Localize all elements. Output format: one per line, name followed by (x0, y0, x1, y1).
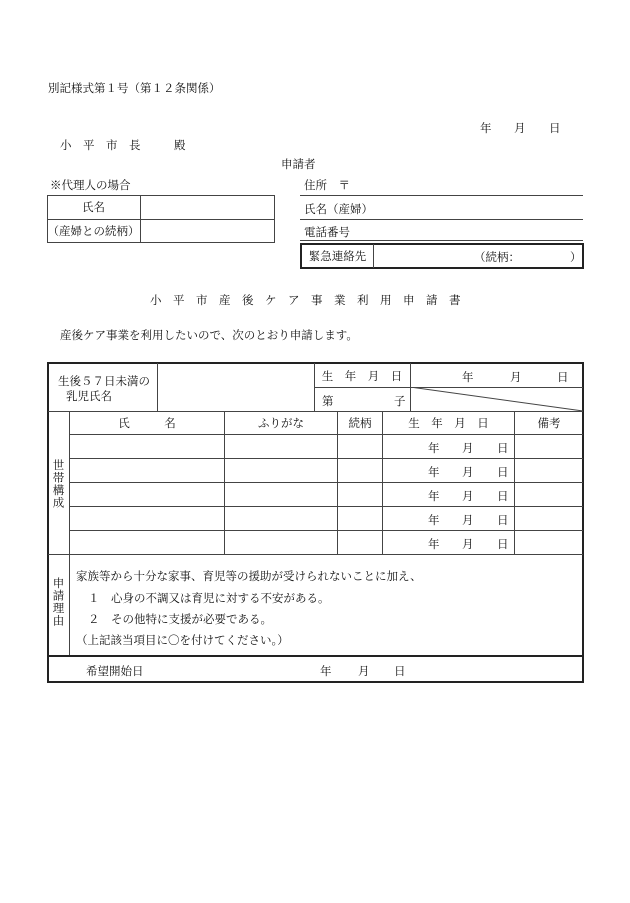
address-underline[interactable] (300, 195, 583, 196)
row-relation-field[interactable] (338, 507, 382, 530)
row-notes-field[interactable] (515, 435, 583, 458)
row-relation-field[interactable] (338, 459, 382, 482)
row-name-field[interactable] (70, 459, 224, 482)
start-date-day: 日 (394, 664, 406, 678)
row-kana-field[interactable] (225, 507, 337, 530)
infant-name-field[interactable] (158, 364, 313, 410)
form-number: 別記様式第１号（第１２条関係） (48, 81, 221, 95)
row-relation-field[interactable] (338, 531, 382, 554)
proxy-name-label: 氏名 (82, 200, 105, 214)
infant-order-suffix: 子 (394, 394, 406, 408)
row-year: 年 (428, 441, 440, 455)
phone-underline[interactable] (300, 240, 583, 241)
row-kana-field[interactable] (225, 483, 337, 506)
row-day: 日 (497, 537, 509, 551)
row-month: 月 (462, 441, 474, 455)
household-side-label: 世帯構成 (51, 459, 66, 509)
row-relation-field[interactable] (338, 435, 382, 458)
row-day: 日 (497, 465, 509, 479)
applicant-address-label: 住所 〒 (304, 178, 350, 192)
proxy-relation-field[interactable] (141, 220, 274, 242)
household-header-kana: ふりがな (258, 416, 304, 430)
emergency-label: 緊急連絡先 (308, 249, 367, 263)
row-month: 月 (462, 513, 474, 527)
form-title: 小 平 市 産 後 ケ ア 事 業 利 用 申 請 書 (150, 293, 461, 307)
row-kana-field[interactable] (225, 459, 337, 482)
intro-text: 産後ケア事業を利用したいので、次のとおり申請します。 (60, 328, 358, 342)
row-year: 年 (428, 489, 440, 503)
row-year: 年 (428, 465, 440, 479)
row-day: 日 (497, 441, 509, 455)
name-underline[interactable] (300, 219, 583, 220)
row-name-field[interactable] (70, 531, 224, 554)
row-name-field[interactable] (70, 435, 224, 458)
proxy-name-field[interactable] (141, 196, 274, 218)
row-day: 日 (497, 513, 509, 527)
infant-label-line2: 乳児氏名 (66, 389, 112, 403)
applicant-phone-label: 電話番号 (304, 225, 350, 239)
date-year: 年 (480, 121, 492, 135)
start-date-label: 希望開始日 (86, 664, 144, 678)
row-kana-field[interactable] (225, 531, 337, 554)
row-month: 月 (462, 537, 474, 551)
infant-birth-year: 年 (462, 370, 474, 384)
household-header-notes: 備考 (537, 416, 561, 430)
reason-note: （上記該当項目に〇を付けてください。） (76, 633, 289, 647)
row-notes-field[interactable] (515, 507, 583, 530)
date-day: 日 (549, 121, 561, 135)
date-month: 月 (514, 121, 526, 135)
row-month: 月 (462, 465, 474, 479)
emergency-relation-label: （続柄： (474, 250, 520, 264)
row-name-field[interactable] (70, 483, 224, 506)
row-year: 年 (428, 537, 440, 551)
row-notes-field[interactable] (515, 459, 583, 482)
infant-order-prefix: 第 (322, 394, 334, 408)
infant-birth-day: 日 (557, 370, 569, 384)
row-relation-field[interactable] (338, 483, 382, 506)
reason-item-2[interactable]: ２ その他特に支援が必要である。 (88, 612, 272, 626)
applicant-name-label: 氏名（産婦） (304, 202, 373, 216)
applicant-label: 申請者 (281, 157, 316, 171)
reason-line1: 家族等から十分な家事、育児等の援助が受けられないことに加え、 (76, 569, 422, 583)
addressee-name: 小 平 市 長 (60, 138, 141, 152)
row-notes-field[interactable] (515, 531, 583, 554)
reason-side-label: 申請理由 (51, 577, 66, 627)
row-month: 月 (462, 489, 474, 503)
row-kana-field[interactable] (225, 435, 337, 458)
infant-birth-month: 月 (510, 370, 522, 384)
infant-label-line1: 生後５７日未満の (58, 374, 150, 388)
household-header-relation: 続柄 (348, 416, 372, 430)
diagonal-line (410, 387, 584, 411)
proxy-relation-label: （産婦との続柄） (47, 224, 140, 238)
emergency-relation-close: ） (570, 250, 582, 264)
row-notes-field[interactable] (515, 483, 583, 506)
start-date-year: 年 (320, 664, 332, 678)
start-date-month: 月 (358, 664, 370, 678)
infant-birth-label: 生 年 月 日 (321, 368, 403, 383)
proxy-note: ※代理人の場合 (50, 178, 131, 192)
addressee-honorific: 殿 (174, 138, 186, 152)
household-header-birth: 生 年 月 日 (408, 416, 489, 430)
row-day: 日 (497, 489, 509, 503)
row-year: 年 (428, 513, 440, 527)
row-name-field[interactable] (70, 507, 224, 530)
reason-item-1[interactable]: １ 心身の不調又は育児に対する不安がある。 (88, 591, 330, 605)
household-header-name: 氏 名 (118, 416, 176, 430)
